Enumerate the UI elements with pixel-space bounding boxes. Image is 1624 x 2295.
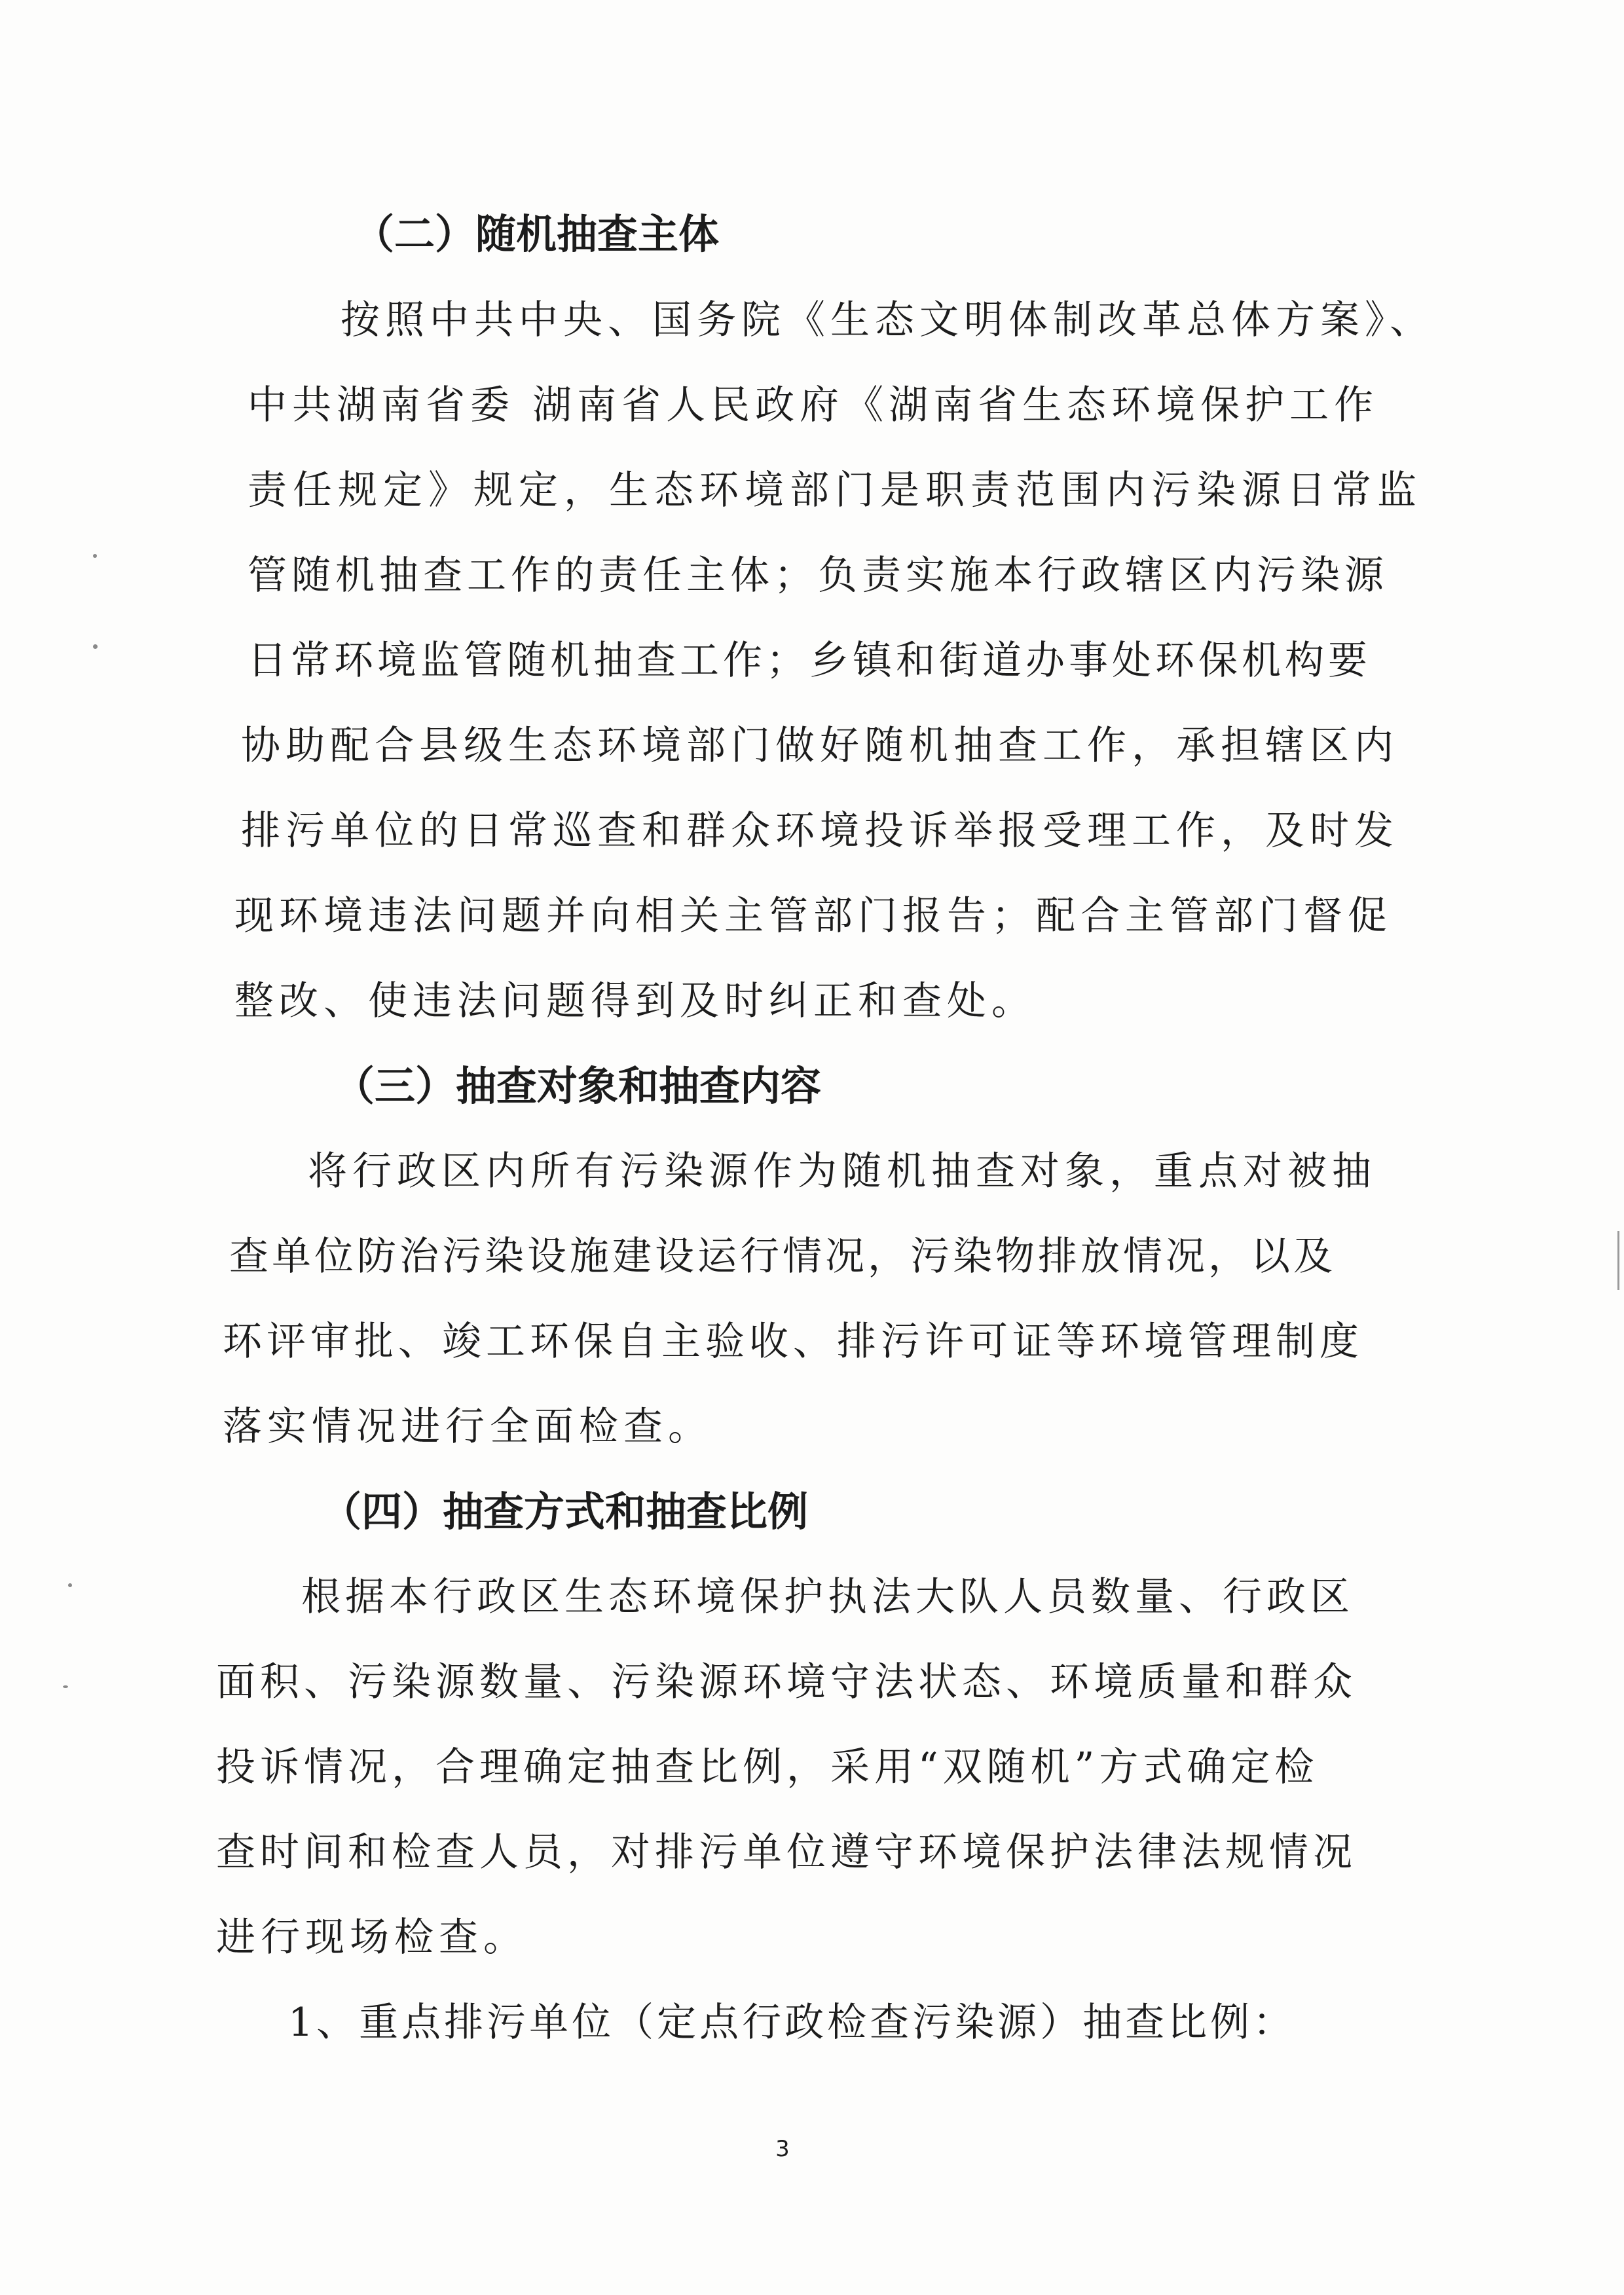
section-heading-3: （三）抽查对象和抽查内容 bbox=[334, 1062, 822, 1110]
paragraph-line: 协助配合县级生态环境部门做好随机抽查工作，承担辖区内 bbox=[241, 723, 1399, 769]
paragraph-line: 面积、污染源数量、污染源环境守法状态、环境质量和群众 bbox=[216, 1659, 1357, 1705]
paragraph-line: 投诉情况，合理确定抽查比例，采用“双随机”方式确定检 bbox=[216, 1744, 1319, 1790]
scan-edge-mark bbox=[1617, 1231, 1619, 1290]
paragraph-line: 1、重点排污单位（定点行政检查污染源）抽查比例： bbox=[288, 2000, 1296, 2046]
section-heading-2: （二）随机抽查主体 bbox=[354, 210, 720, 258]
paragraph-line: 根据本行政区生态环境保护执法大队人员数量、行政区 bbox=[301, 1574, 1354, 1620]
paragraph-line: 将行政区内所有污染源作为随机抽查对象，重点对被抽 bbox=[308, 1148, 1376, 1194]
paragraph-line: 日常环境监管随机抽查工作；乡镇和街道办事处环保机构要 bbox=[248, 638, 1371, 684]
scan-speck bbox=[93, 644, 98, 649]
paragraph-line: 环评审批、竣工环保自主验收、排污许可证等环境管理制度 bbox=[223, 1319, 1363, 1365]
paragraph-line: 进行现场检查。 bbox=[216, 1915, 528, 1960]
paragraph-line: 查单位防治污染设施建设运行情况，污染物排放情况，以及 bbox=[229, 1234, 1336, 1279]
scan-speck bbox=[68, 1583, 72, 1587]
paragraph-line: 按照中共中央、国务院《生态文明体制改革总体方案》、 bbox=[341, 297, 1434, 343]
scan-speck bbox=[63, 1685, 68, 1688]
paragraph-line: 整改、使违法问题得到及时纠正和查处。 bbox=[234, 978, 1036, 1024]
paragraph-line: 排污单位的日常巡查和群众环境投诉举报受理工作，及时发 bbox=[241, 808, 1399, 854]
paragraph-line: 中共湖南省委 湖南省人民政府《湖南省生态环境保护工作 bbox=[248, 382, 1379, 428]
paragraph-line: 现环境违法问题并向相关主管部门报告；配合主管部门督促 bbox=[234, 893, 1392, 939]
paragraph-line: 查时间和检查人员，对排污单位遵守环境保护法律法规情况 bbox=[216, 1829, 1357, 1875]
paragraph-line: 管随机抽查工作的责任主体；负责实施本行政辖区内污染源 bbox=[248, 553, 1388, 598]
paragraph-line: 落实情况进行全面检查。 bbox=[223, 1404, 712, 1450]
scan-speck bbox=[93, 554, 97, 558]
page-number: 3 bbox=[775, 2136, 790, 2162]
paragraph-line: 责任规定》规定，生态环境部门是职责范围内污染源日常监 bbox=[248, 468, 1422, 513]
section-heading-4: （四）抽查方式和抽查比例 bbox=[321, 1488, 809, 1535]
